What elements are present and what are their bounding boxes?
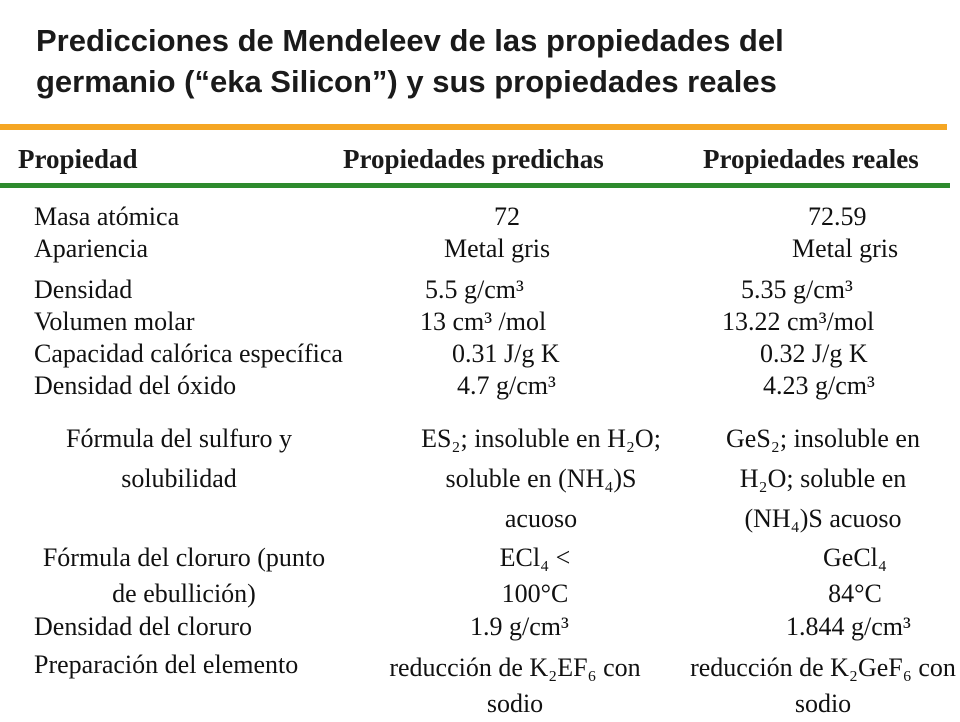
title-line-1: Predicciones de Mendeleev de las propiedades del [36, 23, 784, 58]
header-bottom-rule [0, 183, 950, 188]
header-property: Propiedad [18, 144, 138, 174]
row-appearance-predicted: Metal gris [444, 234, 551, 263]
row-chloride-density-actual: 1.844 g/cm³ [786, 612, 911, 641]
row-preparation-predicted: reducción de K₂EF₆ con sodio [389, 653, 641, 718]
header-top-rule [0, 124, 947, 130]
row-preparation-property: Preparación del elemento [34, 650, 299, 679]
row-oxide-density-predicted: 4.7 g/cm³ [457, 371, 556, 400]
row-oxide-density-actual: 4.23 g/cm³ [763, 371, 875, 400]
row-atomic-mass-property: Masa atómica [34, 202, 180, 231]
row-heat-capacity-predicted: 0.31 J/g K [452, 339, 560, 368]
title-line-2: germanio (“eka Silicon”) y sus propiedades reales [36, 64, 777, 99]
row-chloride-density-property: Densidad del cloruro [34, 612, 253, 641]
row-molar-volume-predicted: 13 cm³ /mol [420, 307, 547, 336]
row-heat-capacity-property: Capacidad calórica específica [34, 339, 343, 368]
row-atomic-mass-predicted: 72 [494, 202, 520, 231]
slide-title [36, 20, 936, 102]
row-sulfide-predicted: ES₂; insoluble en H₂O; soluble en (NH₄)S acuoso [421, 424, 661, 533]
row-chloride-formula-actual: GeCl₄ 84°C [823, 543, 887, 608]
row-chloride-formula-predicted: ECl₄ < 100°C [499, 543, 571, 608]
row-preparation-actual: reducción de K₂GeF₆ con sodio [690, 653, 956, 718]
row-density-predicted: 5.5 g/cm³ [425, 275, 524, 304]
row-heat-capacity-actual: 0.32 J/g K [760, 339, 868, 368]
row-sulfide-actual: GeS₂; insoluble en H₂O; soluble en (NH₄)S acuoso [726, 424, 920, 533]
row-chloride-density-predicted: 1.9 g/cm³ [470, 612, 569, 641]
row-oxide-density-property: Densidad del óxido [34, 371, 237, 400]
row-appearance-property: Apariencia [34, 234, 149, 263]
header-actual: Propiedades reales [703, 144, 919, 174]
row-density-property: Densidad [34, 275, 133, 304]
row-atomic-mass-actual: 72.59 [808, 202, 867, 231]
row-molar-volume-property: Volumen molar [34, 307, 195, 336]
row-appearance-actual: Metal gris [792, 234, 899, 263]
row-sulfide-property: Fórmula del sulfuro y solubilidad [65, 424, 293, 493]
row-chloride-formula-property: Fórmula del cloruro (punto de ebullición) [42, 543, 326, 608]
row-density-actual: 5.35 g/cm³ [741, 275, 853, 304]
row-molar-volume-actual: 13.22 cm³/mol [722, 307, 875, 336]
header-predicted: Propiedades predichas [343, 144, 604, 174]
